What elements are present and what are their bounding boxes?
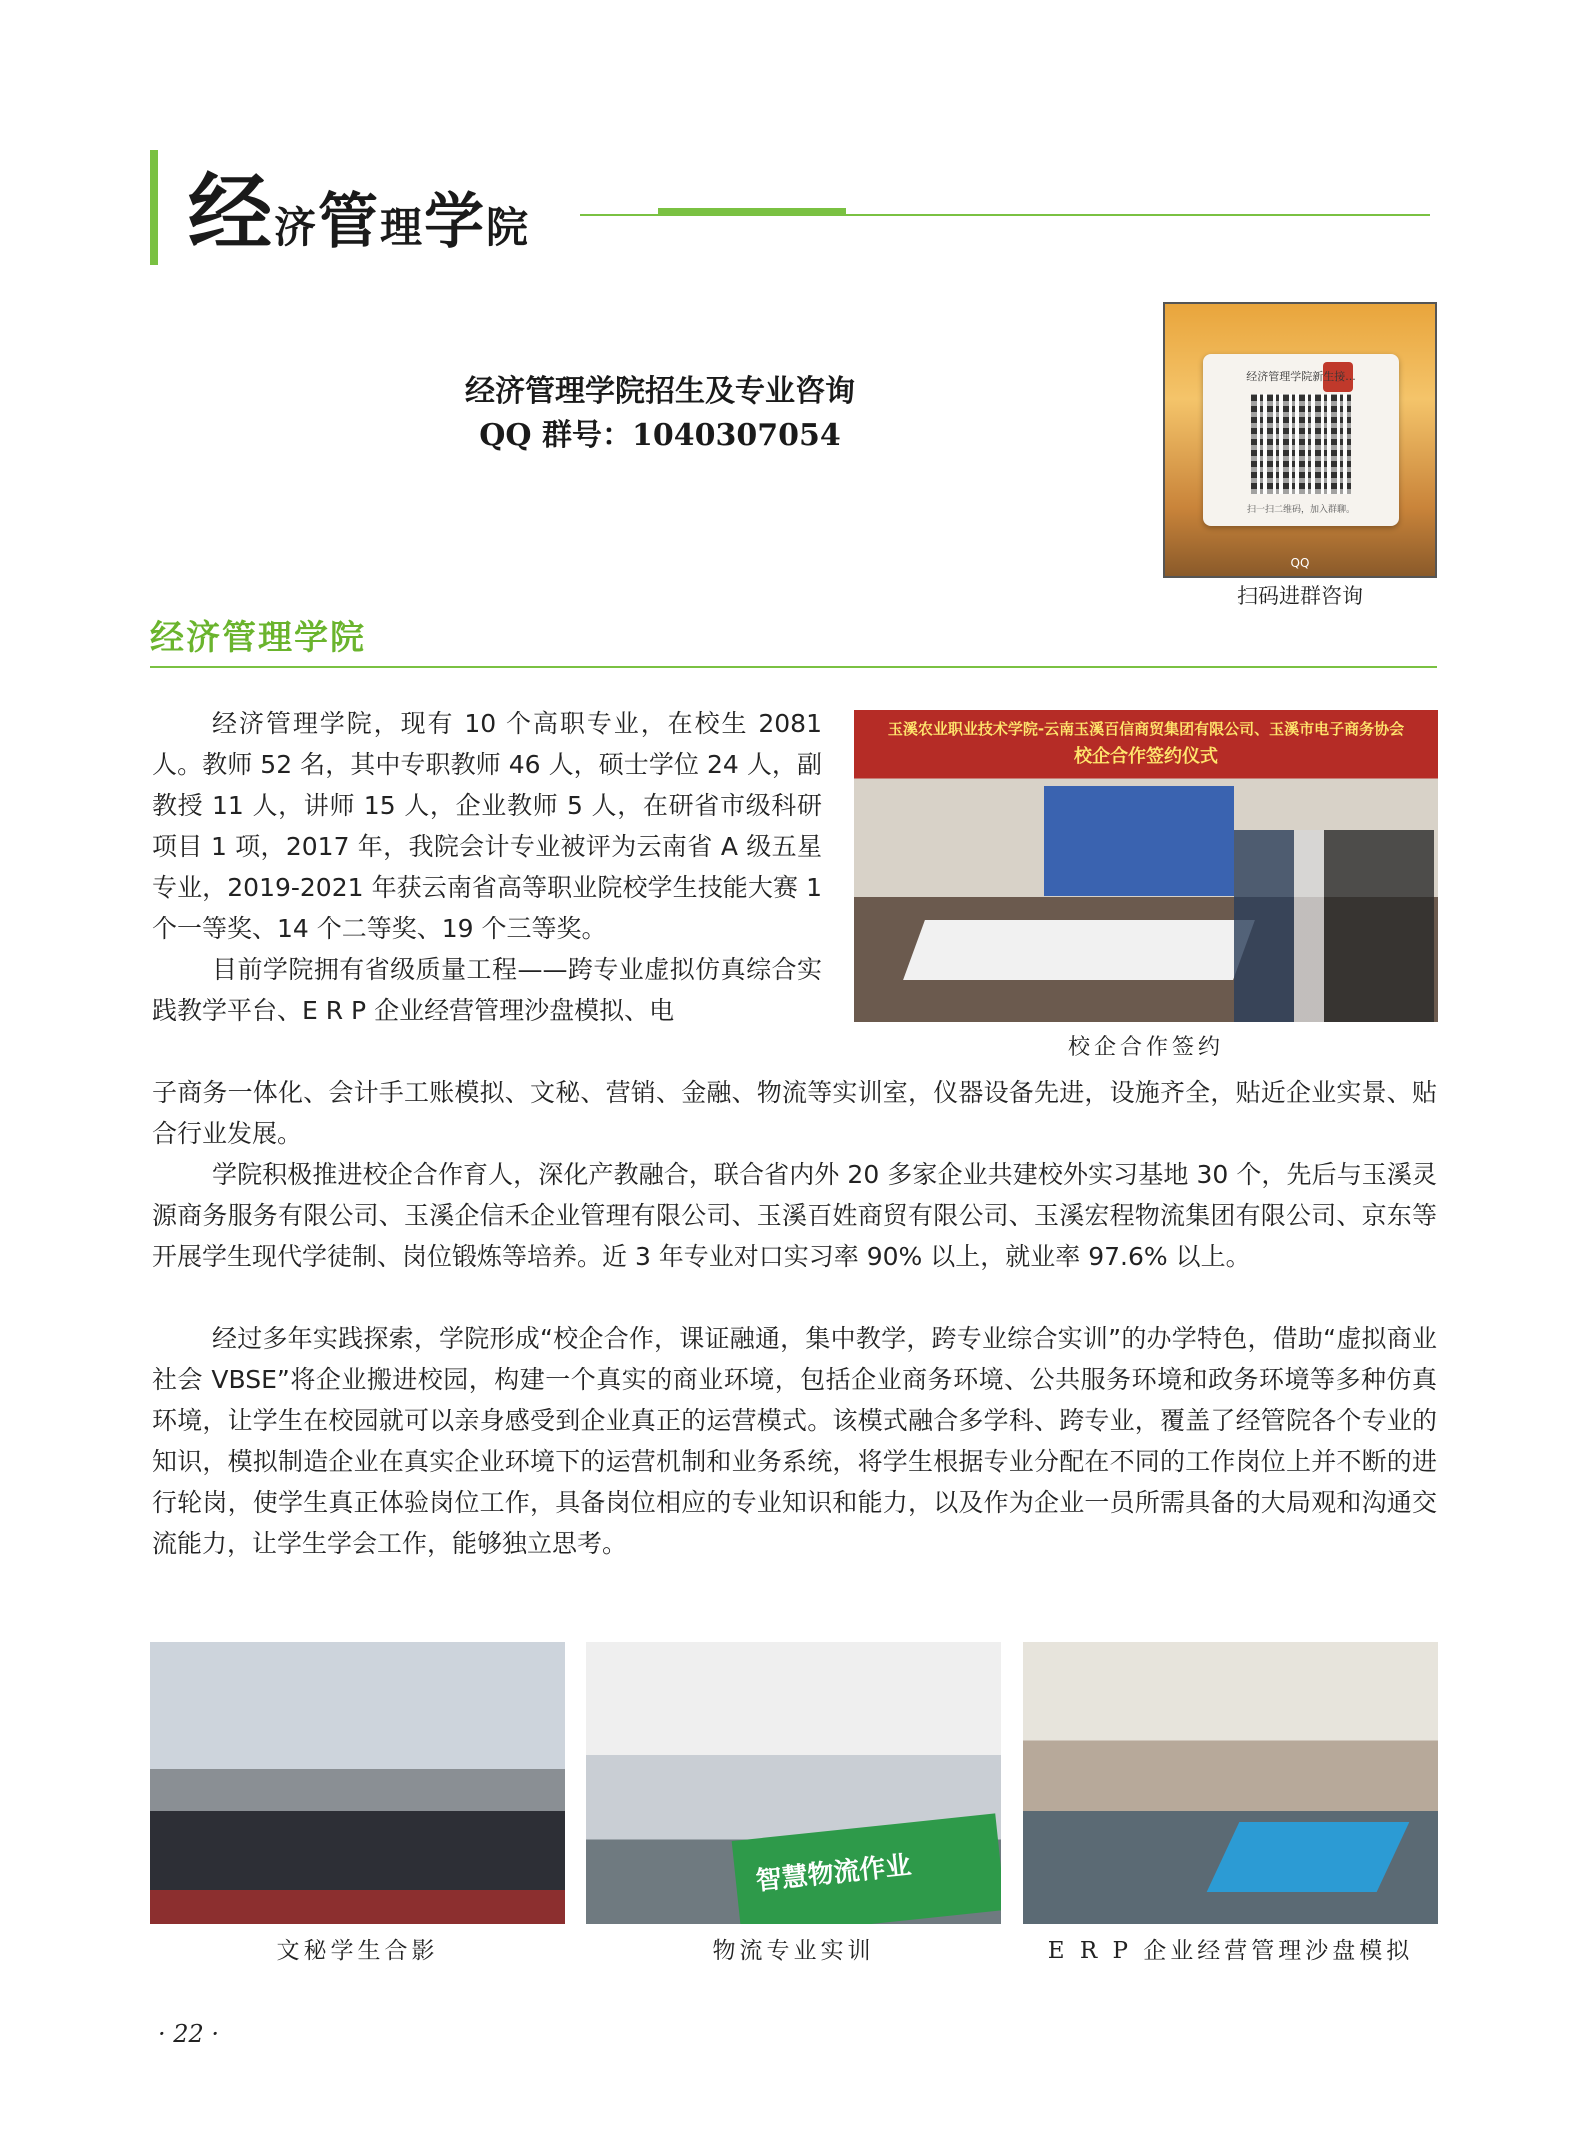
qr-code-card[interactable] (1163, 302, 1437, 578)
header-title-char: 学 (424, 187, 487, 257)
section-rule (150, 666, 1437, 668)
qq-label: QQ (1290, 556, 1310, 570)
photo-logistics-training (586, 1642, 1001, 1924)
page-number: · 22 · (158, 2020, 220, 2048)
qr-code-icon[interactable] (1251, 394, 1351, 494)
qr-group-name: 经济管理学院新生接... (1246, 370, 1356, 383)
projection-screen (1044, 786, 1234, 896)
paragraph-cooperation: 学院积极推进校企合作育人，深化产教融合，联合省内外 20 多家企业共建校外实习基地 30 个，先后与玉溪灵源商务服务有限公司、玉溪企信禾企业管理有限公司、玉溪百姓商贸有限公司、玉溪宏程物流集团有限公司、京东等开展学生现代学徒制、岗位锻炼等培养。近 3 年专业对口实习率 90% 以上，就业率 97.6% 以上。 (152, 1160, 1437, 1271)
photo-caption-erp: E R P 企业经营管理沙盘模拟 (1047, 1938, 1414, 1964)
camera-crew (1234, 830, 1434, 1022)
photo-caption-signing: 校企合作签约 (1067, 1035, 1224, 1060)
section-title: 经济管理学院 (150, 618, 366, 658)
consult-qq-number: QQ 群号：1040307054 (479, 418, 841, 453)
intro-column (152, 703, 822, 1031)
consult-info (380, 370, 940, 458)
header-title-char: 济 (274, 203, 319, 252)
header-title-char: 院 (486, 203, 531, 252)
meeting-table (903, 920, 1255, 980)
header-rule-accent (658, 208, 846, 216)
header-title-char: 经 (188, 164, 275, 262)
page-header-title (188, 155, 531, 262)
qr-hint: 扫一扫二维码，加入群聊。 (1246, 505, 1355, 515)
paragraph-facilities-end: 子商务一体化、会计手工账模拟、文秘、营销、金融、物流等实训室，仪器设备先进，设施齐全，贴近企业实景、贴合行业发展。 (152, 1078, 1437, 1148)
photo-erp-sandbox (1023, 1642, 1438, 1924)
header-title-char: 管 (318, 187, 381, 257)
photo-secretary-students (150, 1642, 565, 1924)
paragraph-intro: 经济管理学院，现有 10 个高职专业，在校生 2081 人。教师 52 名，其中专职教师 46 人，硕士学位 24 人，副教授 11 人，讲师 15 人，企业教师 5 人，在研省市级科研项目 1 项，2017 年，我院会计专业被评为云南省 A 级五星专业，2019-2021 年获云南省高等职业院校学生技能大赛 1 个一等奖、14 个二等奖、19 个三等奖。 (152, 709, 822, 943)
paragraph-facilities-start: 目前学院拥有省级质量工程——跨专业虚拟仿真综合实践教学平台、E R P 企业经营管理沙盘模拟、电 (152, 955, 822, 1025)
photo-caption-logistics: 物流专业实训 (712, 1938, 875, 1964)
sandbox-board (1207, 1822, 1410, 1892)
consult-title: 经济管理学院招生及专业咨询 (465, 374, 855, 409)
banner-organizations: 玉溪农业职业技术学院-云南玉溪百信商贸集团有限公司、玉溪市电子商务协会 (887, 720, 1405, 738)
qr-card-inner (1203, 354, 1399, 526)
logistics-sign-text: 智慧物流作业 (754, 1850, 913, 1897)
logistics-sign (732, 1813, 1001, 1924)
qr-caption: 扫码进群咨询 (1237, 584, 1363, 608)
header-accent-bar (150, 150, 158, 265)
banner-ceremony: 校企合作签约仪式 (1074, 746, 1218, 767)
paragraph-vbse: 经过多年实践探索，学院形成“校企合作，课证融通，集中教学，跨专业综合实训”的办学特色，借助“虚拟商业社会 VBSE”将企业搬进校园，构建一个真实的商业环境，包括企业商务环境、公共服务环境和政务环境等多种仿真环境，让学生在校园就可以亲身感受到企业真正的运营模式。该模式融合多学科、跨专业，覆盖了经管院各个专业的知识，模拟制造企业在真实企业环境下的运营机制和业务系统，将学生根据专业分配在不同的工作岗位上并不断的进行轮岗，使学生真正体验岗位工作，具备岗位相应的专业知识和能力，以及作为企业一员所需具备的大局观和沟通交流能力，让学生学会工作，能够独立思考。 (152, 1324, 1437, 1558)
photo-signing-ceremony (854, 710, 1438, 1022)
header-title-char: 理 (380, 203, 425, 252)
photo-caption-secretary: 文秘学生合影 (276, 1938, 439, 1964)
